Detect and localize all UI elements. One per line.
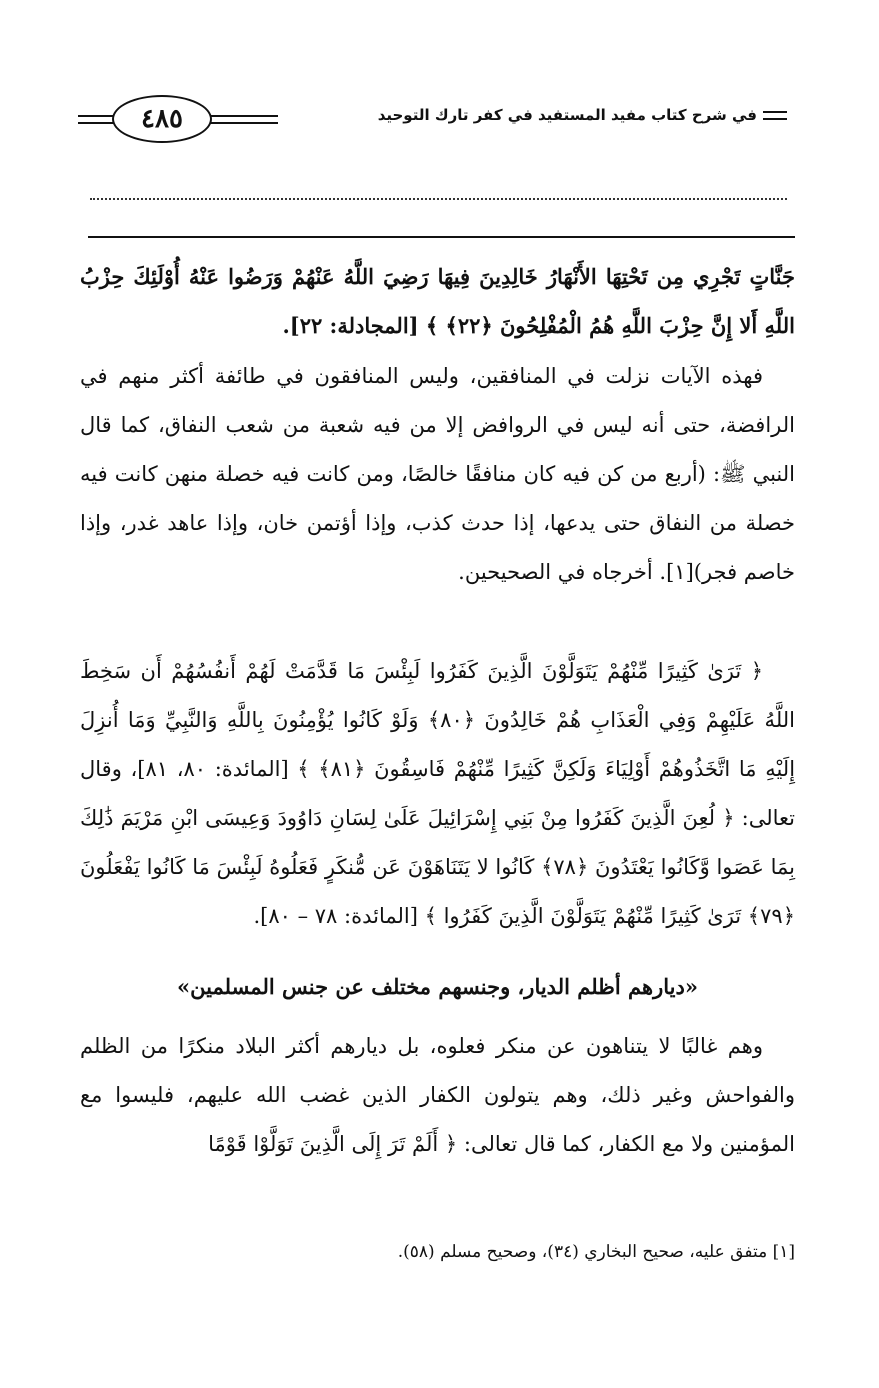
paragraph-hadith bbox=[80, 352, 795, 597]
header-rule bbox=[88, 236, 795, 238]
paragraph-text: فهذه الآيات نزلت في المنافقين، وليس المنافقون في طائفة أكثر منهم في الرافضة، حتى أنه ليس في الروافض إلا من فيه شعبة من شعب النفاق، كما قال النبي ﷺ: (أربع من كن فيه كان منافقًا خالصًا، ومن كانت فيه خصلة منهن كانت فيه خصلة من النفاق حتى يدعها، إذا حدث كذب، وإذا أؤتمن خان، وإذا عاهد غدر، وإذا خاصم فجر)[١]. أخرجاه في الصحيحين. bbox=[80, 364, 795, 584]
header-ornament-lines bbox=[763, 111, 787, 120]
paragraph-quran-maidah bbox=[80, 647, 795, 941]
page-number: ٤٨٥ bbox=[112, 95, 212, 143]
page-number-ornament bbox=[78, 95, 278, 145]
running-title: في شرح كتاب مفيد المستفيد في كفر تارك التوحيد bbox=[377, 106, 757, 124]
running-header bbox=[378, 106, 787, 124]
dotted-separator bbox=[90, 198, 787, 200]
paragraph-text: جَنَّاتٍ تَجْرِي مِن تَحْتِهَا الأَنْهَارُ خَالِدِينَ فِيهَا رَضِيَ اللَّهُ عَنْهُمْ وَرَضُوا عَنْهُ أُوْلَئِكَ حِزْبُ اللَّهِ أَلا إِنَّ حِزْبَ اللَّهِ هُمُ الْمُفْلِحُونَ ﴿٢٢﴾ ﴾ [المجادلة: ٢٢]. bbox=[80, 264, 795, 338]
paragraph-commentary bbox=[80, 1022, 795, 1169]
section-heading: «ديارهم أظلم الديار، وجنسهم مختلف عن جنس المسلمين» bbox=[177, 974, 698, 999]
paragraph-text: ﴿ تَرَىٰ كَثِيرًا مِّنْهُمْ يَتَوَلَّوْنَ الَّذِينَ كَفَرُوا لَبِئْسَ مَا قَدَّمَتْ لَهُمْ أَنفُسُهُمْ أَن سَخِطَ اللَّهُ عَلَيْهِمْ وَفِي الْعَذَابِ هُمْ خَالِدُونَ ﴿٨٠﴾ وَلَوْ كَانُوا يُؤْمِنُونَ بِاللَّهِ وَالنَّبِيِّ وَمَا أُنزِلَ إِلَيْهِ مَا اتَّخَذُوهُمْ أَوْلِيَاءَ وَلَكِنَّ كَثِيرًا مِّنْهُمْ فَاسِقُونَ ﴿٨١﴾ ﴾ [المائدة: ٨٠، ٨١]، وقال تعالى: ﴿ لُعِنَ الَّذِينَ كَفَرُوا مِنْ بَنِي إِسْرَائِيلَ عَلَىٰ لِسَانِ دَاوُودَ وَعِيسَى ابْنِ مَرْيَمَ ذَٰلِكَ بِمَا عَصَوا وَّكَانُوا يَعْتَدُونَ ﴿٧٨﴾ كَانُوا لا يَتَنَاهَوْنَ عَن مُّنكَرٍ فَعَلُوهُ لَبِئْسَ مَا كَانُوا يَفْعَلُونَ ﴿٧٩﴾ تَرَىٰ كَثِيرًا مِّنْهُمْ يَتَوَلَّوْنَ الَّذِينَ كَفَرُوا ﴾ [المائدة: ٧٨ – ٨٠]. bbox=[80, 659, 796, 928]
paragraph-quran-continuation bbox=[80, 252, 795, 350]
footnote: [١] متفق عليه، صحيح البخاري (٣٤)، وصحيح مسلم (٥٨). bbox=[397, 1242, 795, 1262]
page-number-line-right bbox=[204, 115, 278, 124]
paragraph-text: وهم غالبًا لا يتناهون عن منكر فعلوه، بل ديارهم أكثر البلاد منكرًا من الظلم والفواحش وغير ذلك، وهم يتولون الكفار الذين غضب الله عليهم، فليسوا مع المؤمنين ولا مع الكفار، كما قال تعالى: ﴿ أَلَمْ تَرَ إِلَى الَّذِينَ تَوَلَّوْا قَوْمًا bbox=[80, 1034, 795, 1156]
